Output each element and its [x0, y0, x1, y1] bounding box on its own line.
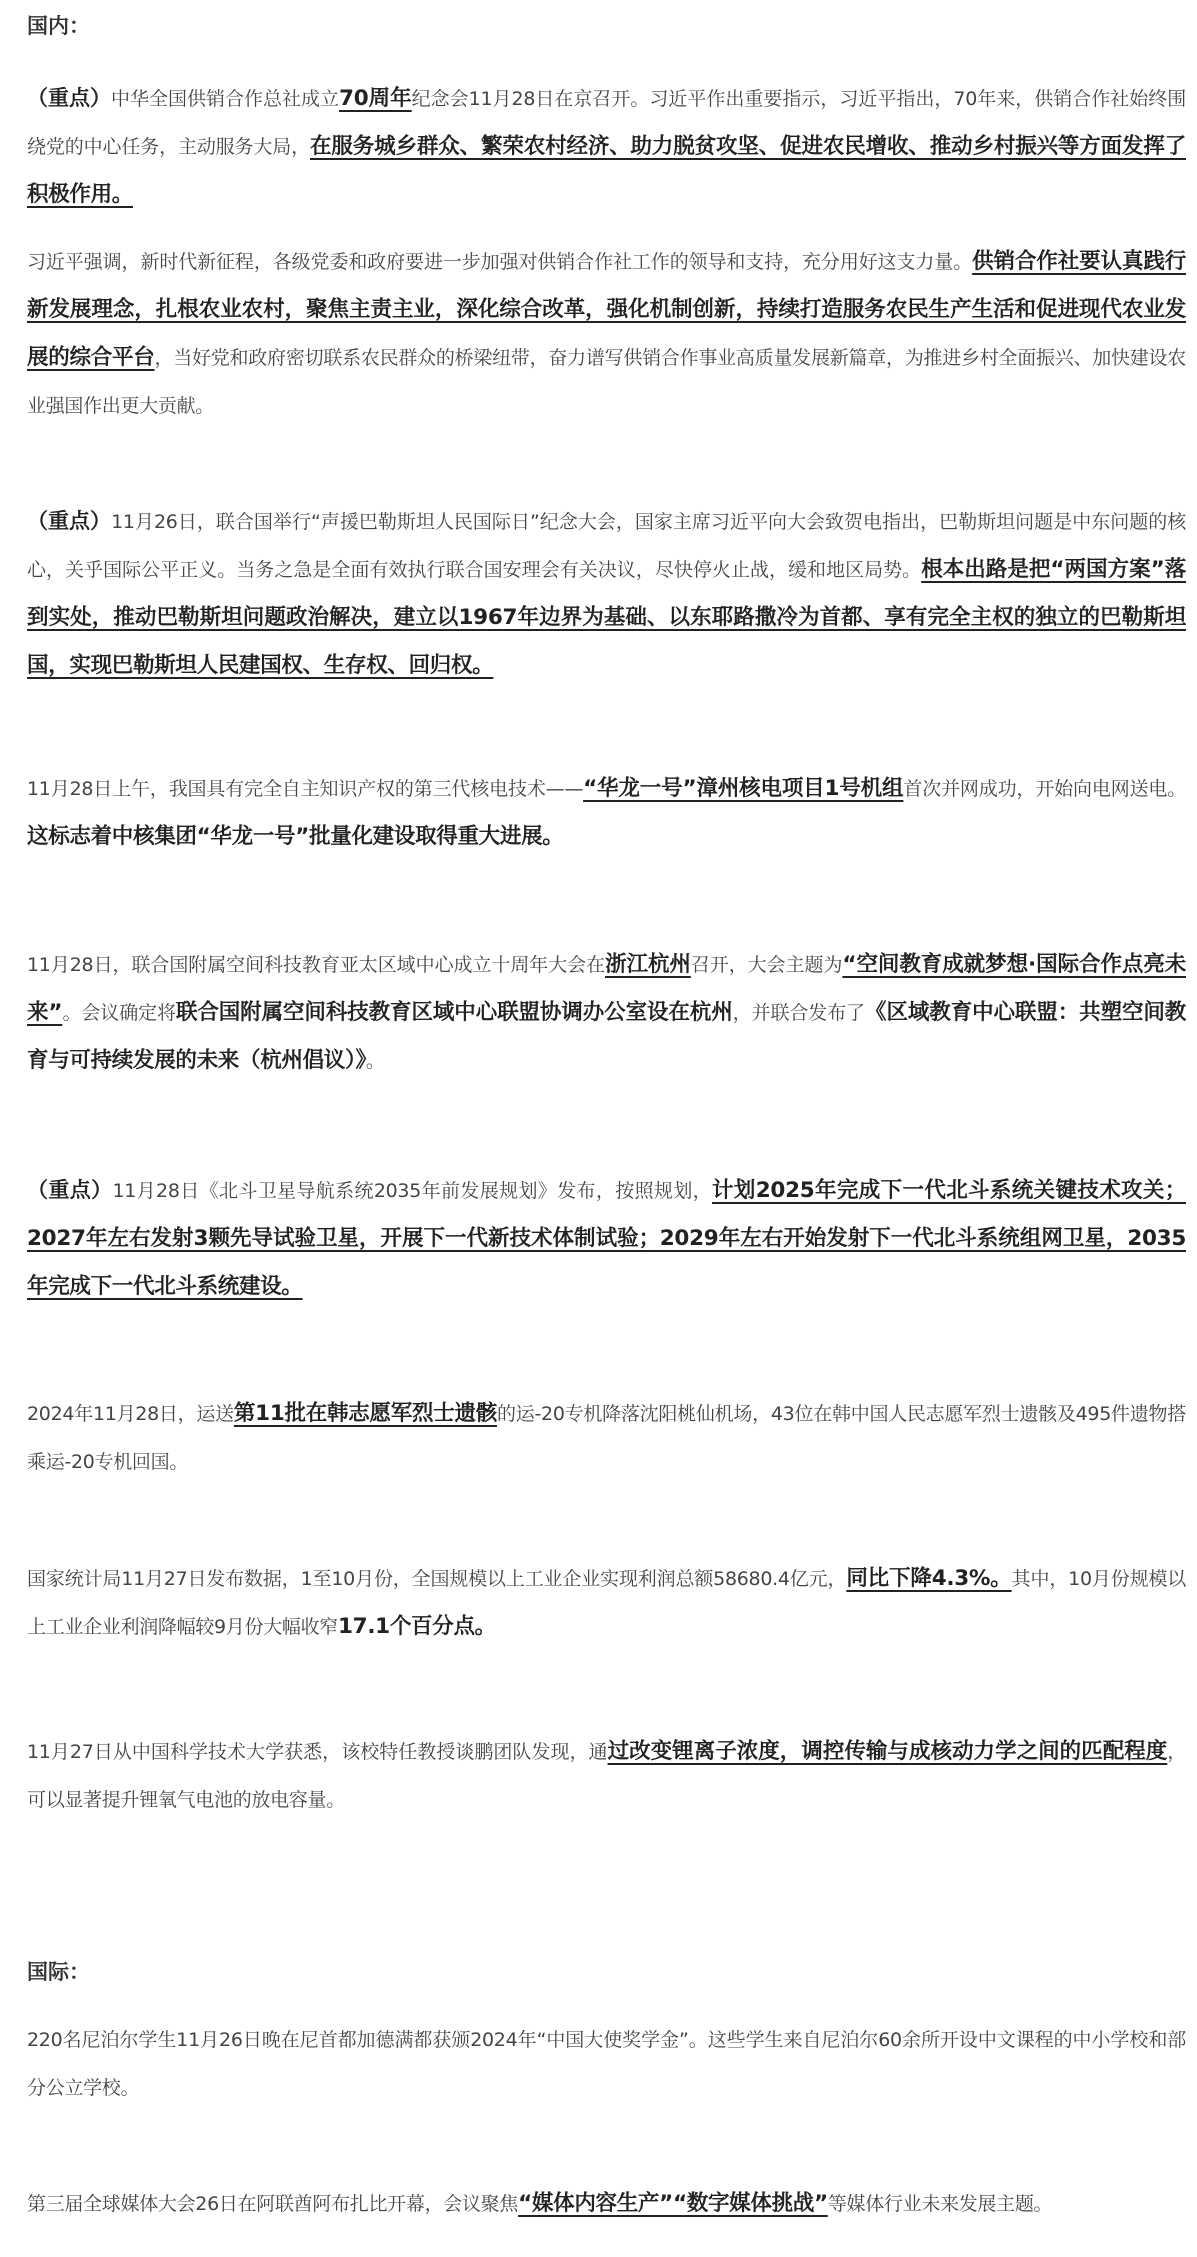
international-heading: 国际：: [27, 1960, 90, 1984]
key-point-tag: （重点）: [27, 509, 112, 533]
news-paragraph-industrial-profit: [27, 1555, 1186, 1651]
body-text: 习近平强调，新时代新征程，各级党委和政府要进一步加强对供销合作社工作的领导和支持，充分用好这支力量。: [27, 251, 973, 273]
emphasized-text: 计划2025年完成下一代北斗系统关键技术攻关；2027年左右发射3颗先导试验卫星，开展下一代新技术体制试验；2029年左右开始发射下一代北斗系统组网卫星，2035年完成下一代北斗系统建设。: [27, 1178, 1186, 1299]
body-text: 。会议确定将: [62, 1002, 176, 1024]
body-text: 11月27日从中国科学技术大学获悉，该校特任教授谈鹏团队发现，通: [27, 1741, 608, 1763]
body-text: ，当好党和政府密切联系农民群众的桥梁纽带，奋力谱写供销合作事业高质量发展新篇章，为推进乡村全面振兴、加快建设农业强国作出更大贡献。: [27, 347, 1186, 417]
body-text: 220名尼泊尔学生11月26日晚在尼首都加德满都获颁2024年“中国大使奖学金”。这些学生来自尼泊尔60余所开设中文课程的中小学校和部分公立学校。: [27, 2029, 1186, 2099]
news-paragraph-volunteer-remains: [27, 1390, 1186, 1486]
emphasized-text: 70周年: [339, 86, 412, 111]
emphasized-text: 同比下降4.3%。: [846, 1566, 1012, 1591]
domestic-heading: 国内：: [27, 14, 90, 38]
news-paragraph-supply-coop-detail: [27, 238, 1186, 430]
body-text: 的运-20专机降落沈阳桃仙机场，43位在韩中国人民志愿军烈士遗骸及495件遗物搭乘运-20专机回国。: [27, 1403, 1186, 1473]
news-paragraph-palestine: [27, 497, 1186, 690]
body-text: 第三届全球媒体大会26日在阿联酋阿布扎比开幕，会议聚焦: [27, 2193, 519, 2215]
emphasized-text: “华龙一号”漳州核电项目1号机组: [583, 776, 904, 801]
emphasized-text: 过改变锂离子浓度，调控传输与成核动力学之间的匹配程度: [607, 1739, 1168, 1764]
body-text: 中华全国供销合作总社成立: [111, 88, 340, 110]
body-text: ，并联合发布了: [732, 1002, 866, 1024]
emphasized-text: 供销合作社要认真践行新发展理念，扎根农业农村，聚焦主责主业，深化综合改革，强化机制创新，持续打造服务农民生产生活和促进现代农业发展的综合平台: [27, 249, 1186, 370]
body-text: 11月26日，联合国举行“声援巴勒斯坦人民国际日”纪念大会，国家主席习近平向大会致贺电指出，巴勒斯坦问题是中东问题的核心，关乎国际公平正义。当务之急是全面有效执行联合国安理会有关决议，尽快停火止战，缓和地区局势。: [27, 511, 1186, 581]
news-paragraph-hualong-one: [27, 765, 1186, 861]
body-text: 。: [365, 1050, 385, 1072]
body-text: 其中，10月份规模以上工业企业利润降幅较9月份大幅收窄: [27, 1568, 1186, 1638]
key-point-tag: （重点）: [27, 1178, 113, 1202]
body-text: 国家统计局11月27日发布数据，1至10月份，全国规模以上工业企业实现利润总额58680.4亿元，: [27, 1568, 847, 1590]
news-paragraph-supply-coop: [27, 74, 1186, 219]
news-paragraph-lithium-battery: [27, 1728, 1186, 1824]
emphasized-text: 浙江杭州: [605, 952, 691, 977]
emphasized-text: 在服务城乡群众、繁荣农村经济、助力脱贫攻坚、促进农民增收、推动乡村振兴等方面发挥了积极作用。: [27, 134, 1186, 207]
news-paragraph-beidou: [27, 1166, 1186, 1311]
emphasized-text: 《区域教育中心联盟：共塑空间教育与可持续发展的未来（杭州倡议）》: [27, 1000, 1187, 1073]
body-text: 11月28日《北斗卫星导航系统2035年前发展规划》发布，按照规划，: [112, 1180, 713, 1202]
emphasized-text: 17.1个百分点。: [338, 1614, 496, 1639]
body-text: 召开，大会主题为: [690, 954, 843, 976]
body-text: 纪念会11月28日在京召开。习近平作出重要指示，习近平指出，70年来，供销合作社始终围绕党的中心任务，主动服务大局，: [27, 88, 1186, 158]
emphasized-text: “媒体内容生产”“数字媒体挑战”: [518, 2191, 828, 2216]
body-text: 2024年11月28日，运送: [27, 1403, 234, 1425]
body-text: 11月28日上午，我国具有完全自主知识产权的第三代核电技术——: [27, 778, 584, 800]
emphasized-text: 联合国附属空间科技教育区域中心联盟协调办公室设在杭州: [175, 1000, 733, 1025]
news-paragraph-nepal-scholarship: [27, 2016, 1186, 2112]
emphasized-text: “空间教育成就梦想·国际合作点亮未来”: [27, 952, 1186, 1025]
emphasized-text: 第11批在韩志愿军烈士遗骸: [233, 1401, 497, 1426]
emphasized-text: 根本出路是把“两国方案”落到实处，推动巴勒斯坦问题政治解决，建立以1967年边界为基础、以东耶路撒冷为首都、享有完全主权的独立的巴勒斯坦国，实现巴勒斯坦人民建国权、生存权、回归权。: [27, 557, 1186, 678]
key-point-tag: （重点）: [27, 86, 112, 110]
emphasized-text: 这标志着中核集团“华龙一号”批量化建设取得重大进展。: [27, 824, 564, 849]
news-paragraph-global-media: [27, 2180, 1186, 2228]
news-paragraph-space-education: [27, 941, 1186, 1085]
body-text: ，可以显著提升锂氧气电池的放电容量。: [27, 1741, 1186, 1811]
body-text: 11月28日，联合国附属空间科技教育亚太区域中心成立十周年大会在: [27, 954, 606, 976]
body-text: 首次并网成功，开始向电网送电。: [903, 778, 1186, 800]
body-text: 等媒体行业未来发展主题。: [827, 2193, 1053, 2215]
